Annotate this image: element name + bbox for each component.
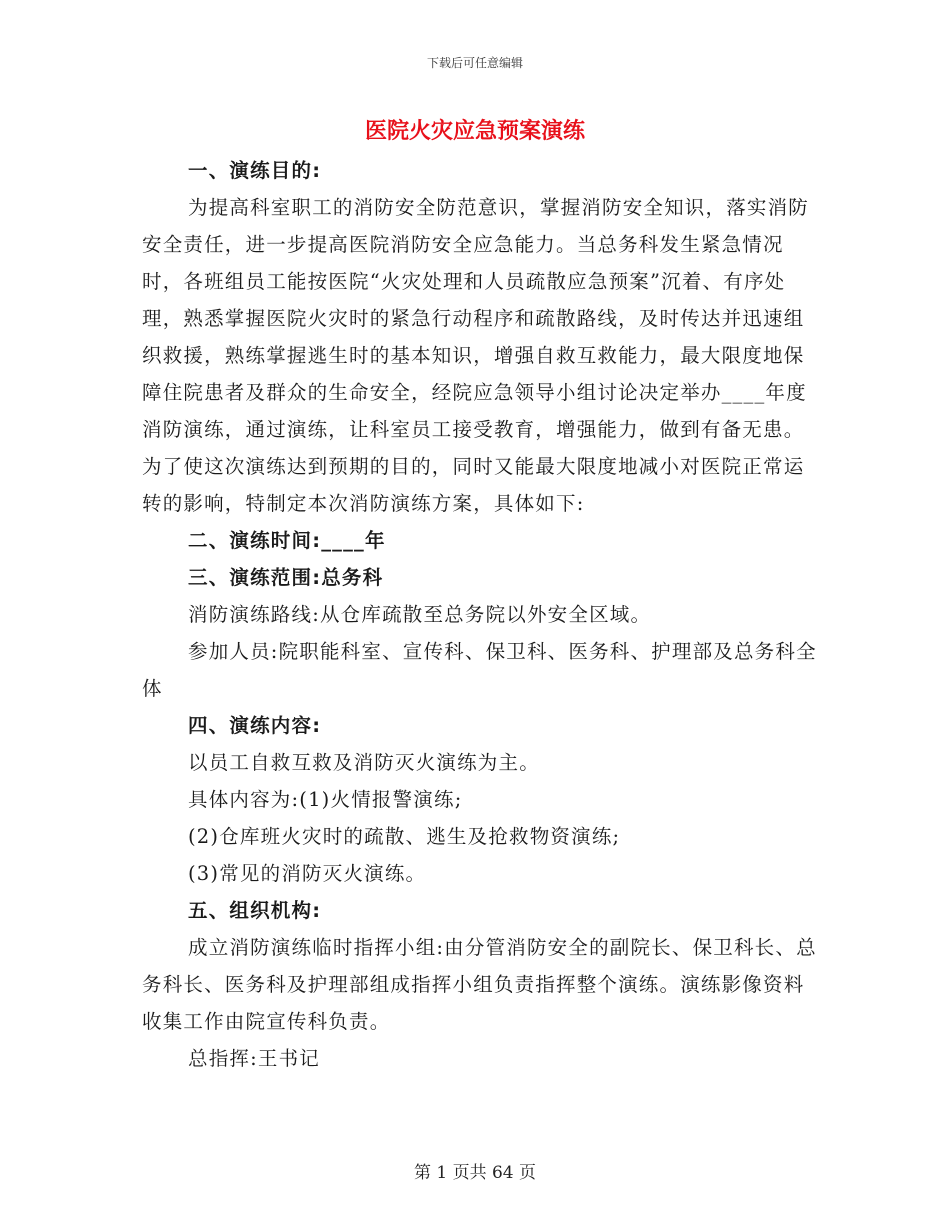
document-body [142, 152, 822, 1077]
list-item-content-3: (3)常见的消防灭火演练。 [188, 862, 427, 885]
paragraph-content-main: 以员工自救互救及消防灭火演练为主。 [188, 751, 540, 774]
list-item-content-1: 具体内容为:(1)火情报警演练; [188, 788, 463, 811]
page-footer: 第 1 页共 64 页 [413, 1163, 537, 1183]
paragraph-organization: 成立消防演练临时指挥小组:由分管消防安全的副院长、保卫科长、总务科长、医务科及护理部组成指挥小组负责指挥整个演练。演练影像资料收集工作由院宣传科负责。 [142, 936, 817, 1033]
paragraph-route: 消防演练路线:从仓库疏散至总务院以外安全区域。 [188, 603, 652, 626]
document-title: 医院火灾应急预案演练 [364, 119, 585, 144]
paragraph-participants: 参加人员:院职能科室、宣传科、保卫科、医务科、护理部及总务科全体 [142, 640, 817, 700]
section-heading-scope: 三、演练范围:总务科 [188, 566, 384, 589]
page-header: 下载后可任意编辑 [426, 56, 523, 70]
section-heading-organization: 五、组织机构: [188, 899, 322, 922]
paragraph-purpose: 为提高科室职工的消防安全防范意识，掌握消防安全知识，落实消防安全责任，进一步提高医院消防安全应急能力。当总务科发生紧急情况时，各班组员工能按医院“火灾处理和人员疏散应急预案”沉着、有序处理，熟悉掌握医院火灾时的紧急行动程序和疏散路线，及时传达并迅速组织救援，熟练掌握逃生时的基本知识，增强自救互救能力，最大限度地保障住院患者及群众的生命安全，经院应急领导小组讨论决定举办____年度消防演练，通过演练，让科室员工接受教育，增强能力，做到有备无患。为了使这次演练达到预期的目的，同时又能最大限度地减小对医院正常运转的影响，特制定本次消防演练方案，具体如下: [142, 196, 810, 515]
paragraph-commander: 总指挥:王书记 [188, 1047, 320, 1070]
section-heading-time: 二、演练时间:____年 [188, 529, 386, 552]
section-heading-purpose: 一、演练目的: [188, 159, 322, 182]
list-item-content-2: (2)仓库班火灾时的疏散、逃生及抢救物资演练; [188, 825, 621, 848]
section-heading-content: 四、演练内容: [188, 714, 322, 737]
